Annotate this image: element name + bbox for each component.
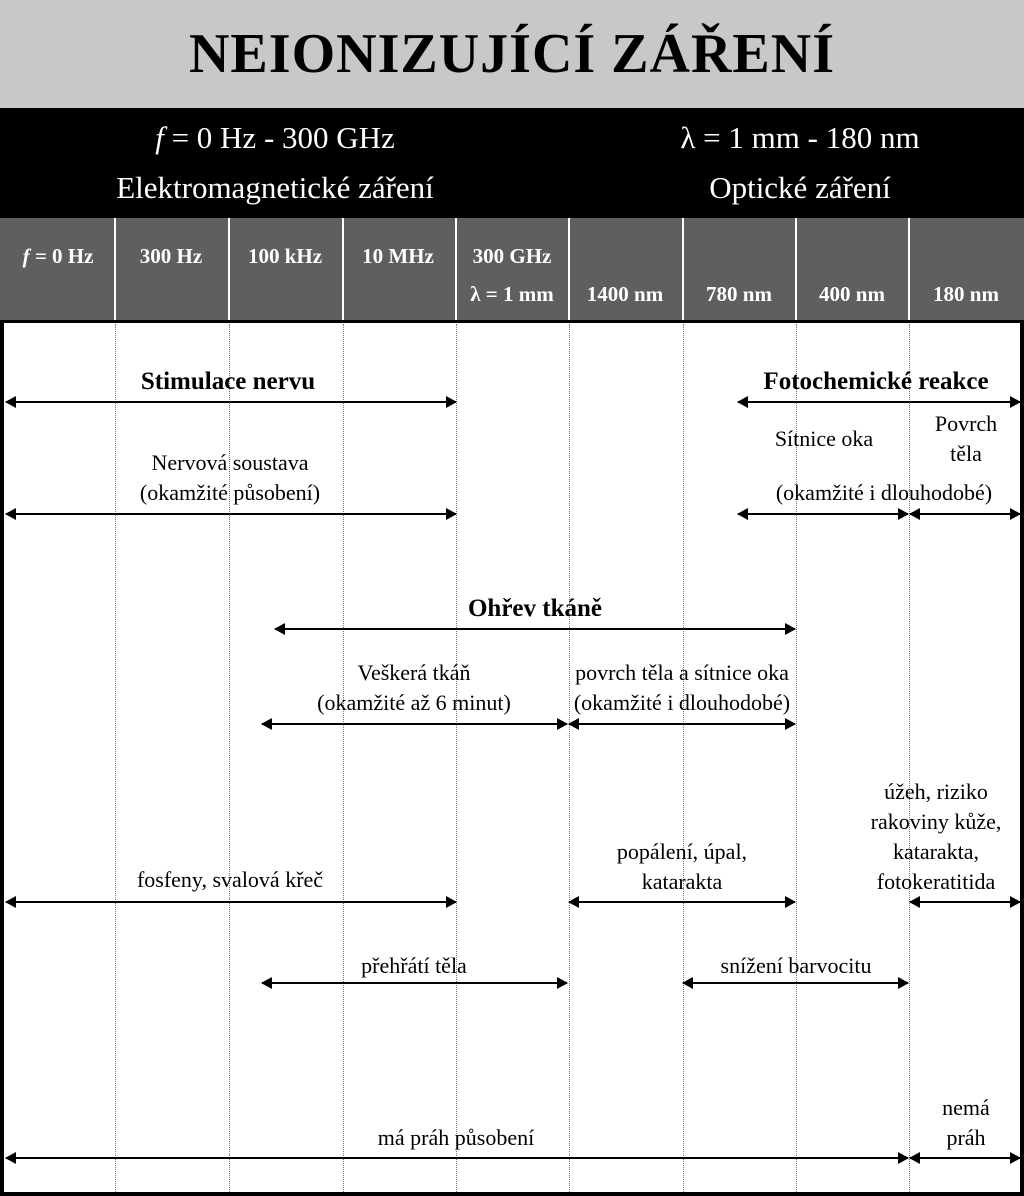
fosfeny-label: fosfeny, svalová křeč [136,867,324,892]
grid-line [569,324,570,1192]
grid-line [115,324,116,1192]
scale-label: 100 kHz [247,244,323,268]
katarakta-label: katarakta, [892,839,980,864]
okamzite-6min-label: (okamžité až 6 minut) [317,690,511,715]
scale-label: 10 MHz [362,244,434,268]
nema-prah-arrow [910,1157,1020,1159]
nema-label: nemá [942,1095,990,1120]
uzeh-arrow [910,901,1020,903]
ohrev-tkane-label: Ohřev tkáně [467,595,603,622]
scale-label: λ = 1 mm [470,282,554,306]
header-divider [795,218,797,320]
sitnice-arrow [738,513,908,515]
snizeni-arrow [683,982,908,984]
okamzite-dlouhodobe-label: (okamžité i dlouhodobé) [775,480,993,505]
header-divider [682,218,684,320]
grid-line [683,324,684,1192]
fosfeny-arrow [6,901,456,903]
header-divider [568,218,570,320]
prehrati-arrow [262,982,567,984]
nervova-arrow [6,513,456,515]
header-divider [114,218,116,320]
sitnice-oka-label: Sítnice oka [774,426,874,451]
popaleni-arrow [569,901,795,903]
header-divider [455,218,457,320]
grid-line [909,324,910,1192]
scale-label: 780 nm [706,282,772,306]
fotochemicke-arrow [738,401,1020,403]
scale-label: 180 nm [933,282,999,306]
povrch-sitnice-arrow [569,723,795,725]
katarakta-2-label: katarakta [641,869,723,894]
scale-label: f = 0 Hz [22,244,94,268]
povrch-sitnice-label: povrch těla a sítnice oka [575,660,789,685]
optical-label: Optické záření [709,170,891,205]
stimulace-arrow [6,401,456,403]
grid-line [456,324,457,1192]
ma-prah-label: má práh působení [377,1125,535,1150]
stimulace-nervu-label: Stimulace nervu [140,368,316,395]
header-divider [908,218,910,320]
snizeni-barvocitu-label: snížení barvocitu [720,953,872,978]
ohrev-arrow [275,628,795,630]
grid-line [343,324,344,1192]
title-bar [0,0,1024,108]
prah-label: práh [946,1125,986,1150]
rakoviny-label: rakoviny kůže, [870,809,1002,834]
grid-line [796,324,797,1192]
ma-prah-arrow [6,1157,908,1159]
header-divider [342,218,344,320]
popaleni-label: popálení, úpal, [616,839,748,864]
header-divider [228,218,230,320]
okamzite-dlouhodobe-2-label: (okamžité i dlouhodobé) [573,690,791,715]
range-band [0,108,1024,218]
povrch-arrow [910,513,1020,515]
veskera-tkan-label: Veškerá tkáň [357,660,471,685]
wavelength-range: λ = 1 mm - 180 nm [680,120,920,155]
povrch-label: Povrch [934,411,998,436]
uzeh-label: úžeh, riziko [884,779,988,804]
prehrati-label: přehřátí těla [361,953,467,978]
page-title: NEIONIZUJÍCÍ ZÁŘENÍ [188,23,836,85]
scale-label: 300 Hz [139,244,203,268]
tela-label: těla [950,441,982,466]
em-label: Elektromagnetické záření [116,170,434,205]
fotochemicke-label: Fotochemické reakce [763,368,989,395]
frequency-range: f = 0 Hz - 300 GHz [155,120,395,155]
scale-label: 400 nm [819,282,885,306]
okamzite-pusobeni-label: (okamžité působení) [139,480,321,505]
scale-label: 1400 nm [586,282,664,306]
nervova-soustava-label: Nervová soustava [151,450,309,475]
scale-label: 300 GHz [472,244,552,268]
fotokeratitida-label: fotokeratitida [876,869,996,894]
veskera-arrow [262,723,567,725]
